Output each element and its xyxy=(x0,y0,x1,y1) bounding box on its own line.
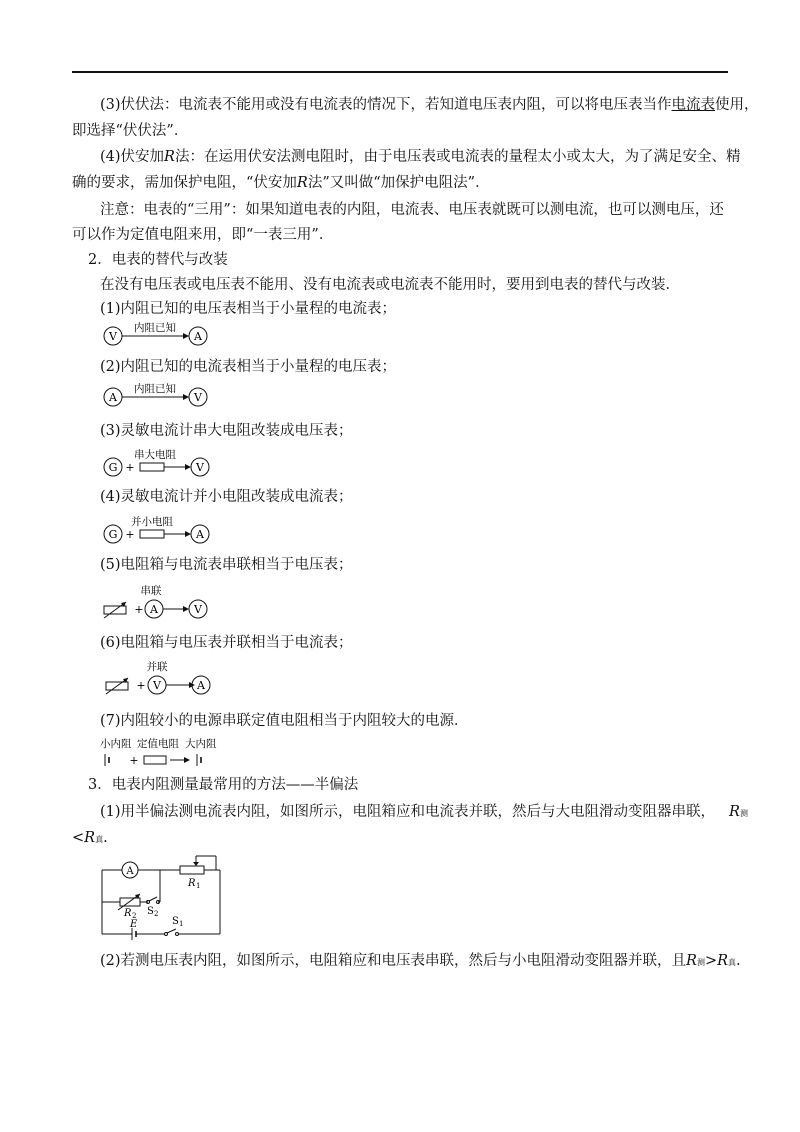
diagram-galvanometer-parallel xyxy=(100,514,220,548)
svg-text:V: V xyxy=(194,603,202,616)
item-7-text: (7)内阻较小的电源串联定值电阻相当于内阻较大的电源． xyxy=(100,713,469,729)
svg-text:定值电阻: 定值电阻 xyxy=(137,738,179,750)
svg-text:A: A xyxy=(126,866,134,877)
paragraph-va-plus-r-method: (4)伏安加R法：在运用伏安法测电阻时，由于电压表或电流表的量程太小或太大，为了满足安全、精 xyxy=(100,149,741,165)
paragraph-va-plus-r-method-cont: 确的要求，需加保护电阻，“伏安加R法”又叫做“加保护电阻法”． xyxy=(72,175,490,191)
diagram-source-plus-fixed-resistor xyxy=(100,736,230,768)
svg-text:1: 1 xyxy=(196,882,201,890)
svg-text:1: 1 xyxy=(179,920,184,928)
item-4-text: (4)灵敏电流计并小电阻改装成电流表； xyxy=(100,489,353,505)
svg-text:串联: 串联 xyxy=(140,585,162,597)
diagram-resistance-box-series-ammeter xyxy=(100,582,220,622)
svg-text:V: V xyxy=(153,679,161,692)
svg-text:A: A xyxy=(150,603,158,616)
svg-text:A: A xyxy=(196,528,204,541)
svg-text:E: E xyxy=(130,919,138,930)
note-three-uses-cont: 可以作为定值电阻来用，即“一表三用”． xyxy=(72,227,334,243)
svg-text:内阻已知: 内阻已知 xyxy=(134,383,176,395)
svg-text:+: + xyxy=(134,603,144,616)
half-deflection-ammeter-text-cont: <R真. xyxy=(72,830,108,846)
svg-text:小内阻: 小内阻 xyxy=(100,738,132,750)
item-5-text: (5)电阻箱与电流表串联相当于电压表； xyxy=(100,557,353,573)
svg-text:G: G xyxy=(108,461,118,474)
svg-text:2: 2 xyxy=(154,910,159,918)
svg-text:V: V xyxy=(109,330,117,343)
svg-text:S: S xyxy=(172,916,179,927)
svg-text:大内阻: 大内阻 xyxy=(185,738,217,750)
section-3-heading: 3．电表内阻测量最常用的方法——半偏法 xyxy=(88,777,359,793)
svg-text:R: R xyxy=(124,908,132,919)
svg-text:+: + xyxy=(125,461,135,474)
header-rule xyxy=(72,71,728,73)
half-deflection-circuit-diagram xyxy=(100,852,240,944)
svg-text:+: + xyxy=(136,679,146,692)
svg-text:S: S xyxy=(147,906,154,917)
svg-text:+: + xyxy=(125,528,135,541)
svg-text:G: G xyxy=(108,528,118,541)
paragraph-volt-volt-method-cont: 即选择“伏伏法”． xyxy=(72,123,189,139)
svg-text:R: R xyxy=(188,878,196,889)
svg-text:2: 2 xyxy=(132,912,137,920)
svg-text:A: A xyxy=(109,391,117,404)
diagram-voltmeter-as-ammeter xyxy=(100,322,220,352)
item-2-text: (2)内阻已知的电流表相当于小量程的电压表； xyxy=(100,359,397,375)
svg-text:并小电阻: 并小电阻 xyxy=(131,516,173,528)
svg-text:V: V xyxy=(194,391,202,404)
diagram-resistance-box-parallel-voltmeter xyxy=(100,660,220,700)
svg-text:串大电阻: 串大电阻 xyxy=(134,449,176,461)
section-2-heading: 2．电表的替代与改装 xyxy=(88,252,228,268)
svg-text:A: A xyxy=(194,330,202,343)
item-6-text: (6)电阻箱与电压表并联相当于电流表； xyxy=(100,635,353,651)
svg-text:内阻已知: 内阻已知 xyxy=(134,322,176,334)
paragraph-volt-volt-method: (3)伏伏法：电流表不能用或没有电流表的情况下，若知道电压表内阻，可以将电压表当作电流表使用， xyxy=(100,97,759,113)
diagram-ammeter-as-voltmeter xyxy=(100,383,220,413)
section-2-intro: 在没有电压表或电压表不能用、没有电流表或电流表不能用时，要用到电表的替代与改装． xyxy=(100,277,680,293)
svg-text:V: V xyxy=(196,461,204,474)
item-3-text: (3)灵敏电流计串大电阻改装成电压表； xyxy=(100,423,353,439)
svg-text:并联: 并联 xyxy=(146,661,168,673)
half-deflection-ammeter-text: (1)用半偏法测电流表内阻，如图所示，电阻箱应和电流表并联，然后与大电阻滑动变阻器串联， R测 xyxy=(100,804,748,820)
note-three-uses: 注意：电表的“三用”：如果知道电表的内阻，电流表、电压表就既可以测电流，也可以测电压，还 xyxy=(100,202,724,218)
diagram-galvanometer-series xyxy=(100,448,220,482)
half-deflection-voltmeter-text: (2)若测电压表内阻，如图所示，电阻箱应和电压表串联，然后与小电阻滑动变阻器并联，且R测>R真. xyxy=(100,953,741,969)
svg-text:A: A xyxy=(197,679,205,692)
svg-text:+: + xyxy=(129,754,139,767)
item-1-text: (1)内阻已知的电压表相当于小量程的电流表； xyxy=(100,301,397,317)
